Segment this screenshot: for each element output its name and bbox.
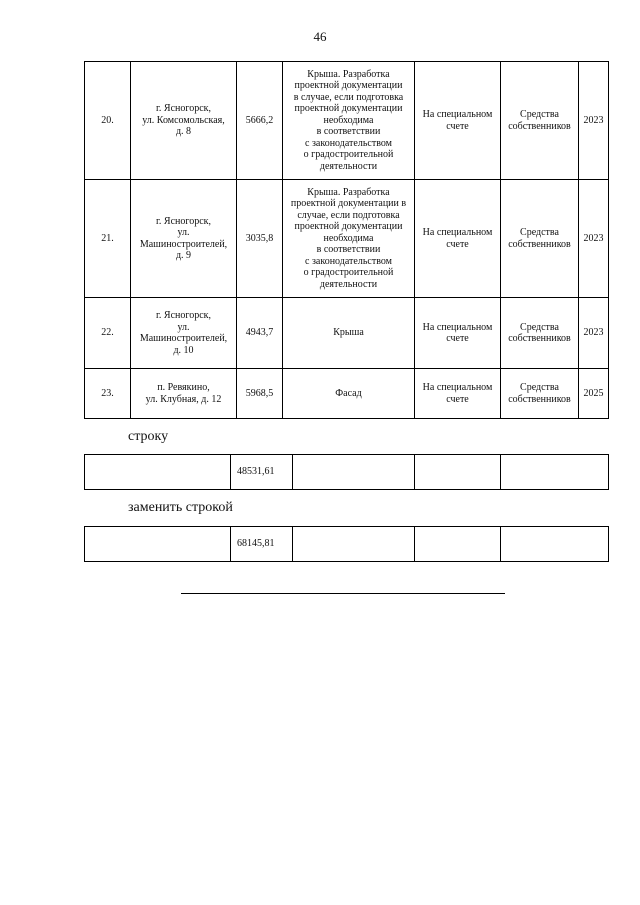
table-row — [85, 180, 609, 298]
replace-with-caption: заменить строкой — [128, 500, 233, 515]
row-area: 4943,7 — [237, 298, 283, 369]
row-account: На специальном счете — [415, 62, 501, 180]
replace-line-caption: строку — [128, 429, 169, 444]
table-row — [85, 298, 609, 369]
row-address: г. Ясногорск, ул. Машиностроителей, д. 10 — [131, 298, 237, 369]
empty-cell — [85, 455, 231, 490]
row-number: 21. — [85, 180, 131, 298]
row-year: 2023 — [579, 180, 609, 298]
empty-cell — [415, 527, 501, 562]
empty-cell — [501, 527, 609, 562]
row-work-type: Крыша. Разработка проектной документации в случае, если подготовка проектной документации необходима в соответствии с законодательством о градостроительной деятельности — [283, 62, 415, 180]
old-total-row — [84, 454, 609, 490]
row-area: 3035,8 — [237, 180, 283, 298]
row-address: г. Ясногорск, ул. Машиностроителей, д. 9 — [131, 180, 237, 298]
row-year: 2025 — [579, 369, 609, 419]
row-account: На специальном счете — [415, 298, 501, 369]
empty-cell — [415, 455, 501, 490]
empty-cell — [501, 455, 609, 490]
table-body — [85, 62, 609, 419]
row-work-type: Крыша. Разработка проектной документации в случае, если подготовка проектной документации необходима в соответствии с законодательством о градостроительной деятельности — [283, 180, 415, 298]
new-total-row — [84, 526, 609, 562]
row-number: 22. — [85, 298, 131, 369]
row-area: 5968,5 — [237, 369, 283, 419]
table-row — [85, 369, 609, 419]
row-year: 2023 — [579, 62, 609, 180]
row-number: 23. — [85, 369, 131, 419]
row-funds: Средства собственников — [501, 369, 579, 419]
row-account: На специальном счете — [415, 369, 501, 419]
row-address: г. Ясногорск, ул. Комсомольская, д. 8 — [131, 62, 237, 180]
repair-program-table — [84, 61, 609, 419]
page-number: 46 — [313, 29, 327, 44]
table-row — [85, 527, 609, 562]
row-address: п. Ревякино, ул. Клубная, д. 12 — [131, 369, 237, 419]
empty-cell — [293, 455, 415, 490]
empty-cell — [293, 527, 415, 562]
table-row — [85, 62, 609, 180]
row-funds: Средства собственников — [501, 298, 579, 369]
row-account: На специальном счете — [415, 180, 501, 298]
row-work-type: Фасад — [283, 369, 415, 419]
row-number: 20. — [85, 62, 131, 180]
closing-line — [181, 593, 505, 594]
empty-cell — [85, 527, 231, 562]
row-work-type: Крыша — [283, 298, 415, 369]
row-funds: Средства собственников — [501, 180, 579, 298]
row-area: 5666,2 — [237, 62, 283, 180]
row-funds: Средства собственников — [501, 62, 579, 180]
new-total-value: 68145,81 — [231, 527, 293, 562]
table-row — [85, 455, 609, 490]
row-year: 2023 — [579, 298, 609, 369]
old-total-value: 48531,61 — [231, 455, 293, 490]
